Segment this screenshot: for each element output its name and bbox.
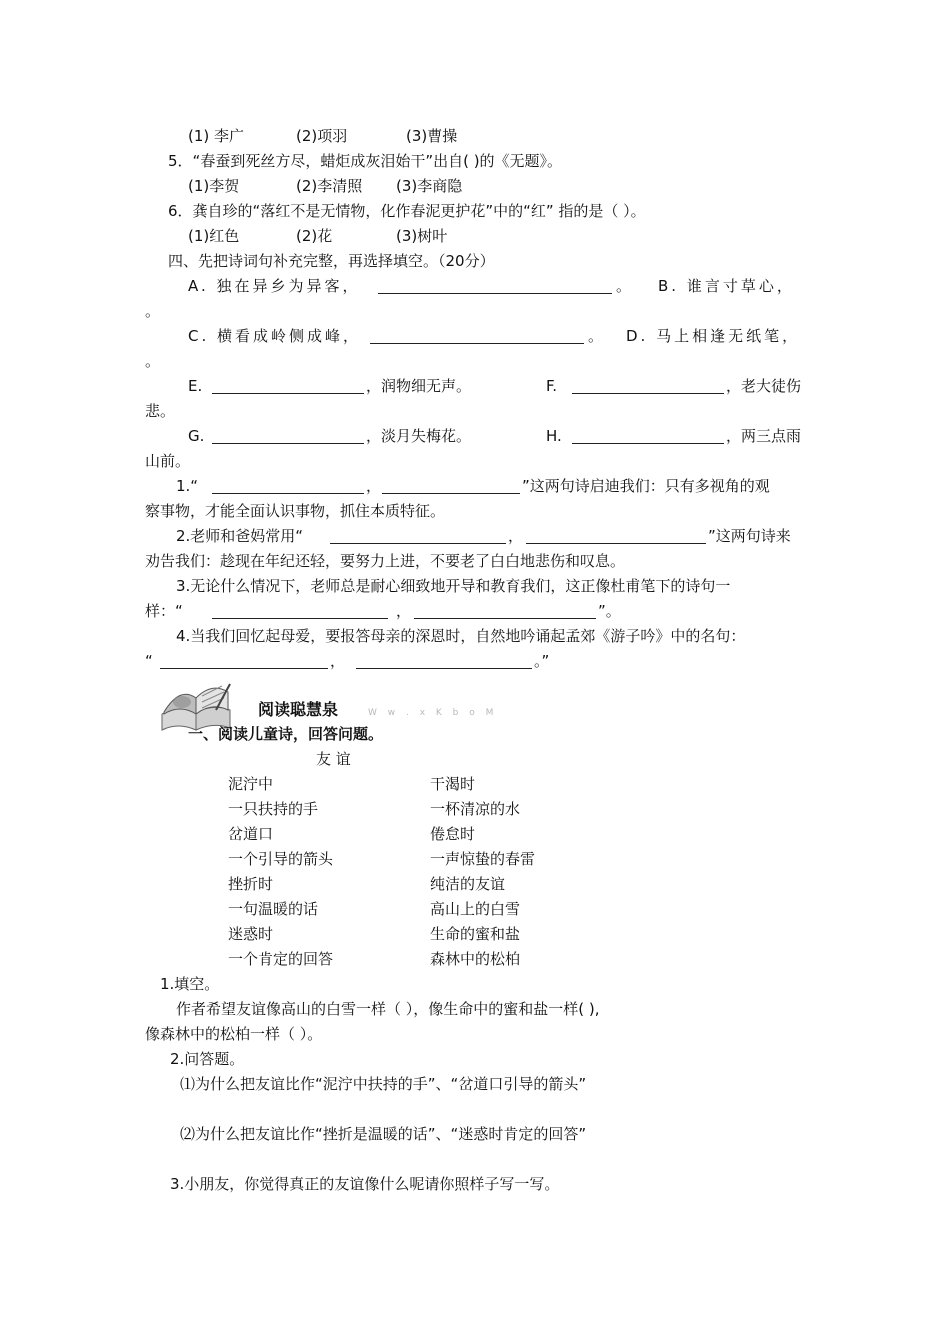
item-h-cont: 山前。 (145, 452, 191, 470)
poem-line: 一只扶持的手 (228, 800, 319, 818)
fq2-start: 2.老师和爸妈常用“ (176, 527, 304, 545)
fq1-cont: 察事物，才能全面认识事物，抓住本质特征。 (145, 502, 446, 520)
poem-line: 生命的蜜和盐 (430, 925, 521, 943)
watermark: W w . x K b o M (368, 708, 498, 718)
fq4-end: 。” (534, 652, 550, 670)
blank-g (212, 428, 364, 444)
reading-q2-2: ⑵为什么把友谊比作“挫折是温暖的话”、“迷惑时肯定的回答” (180, 1125, 587, 1143)
item-d-cont: 。 (145, 352, 161, 370)
reading-q1-text: 作者希望友谊像高山的白雪一样（ ），像生命中的蜜和盐一样( ), (176, 1000, 600, 1018)
q5-option-3: (3)李商隐 (396, 177, 463, 195)
item-e-tail: ，润物细无声。 (366, 377, 472, 395)
fq1-end: ”这两句诗启迪我们：只有多视角的观 (522, 477, 770, 495)
item-b-cont: 。 (145, 302, 161, 320)
poem-line: 泥泞中 (228, 775, 274, 793)
blank-e (212, 378, 364, 394)
fq1-blank-1 (212, 478, 364, 494)
blank-c (370, 328, 584, 344)
q4-option-2: (2)项羽 (296, 127, 348, 145)
reading-q3: 3.小朋友，你觉得真正的友谊像什么呢请你照样子写一写。 (170, 1175, 560, 1193)
reading-banner: 阅读聪慧泉 (258, 700, 339, 719)
fq1-start: 1.“ (176, 477, 199, 495)
fq2-end: ”这两句诗来 (708, 527, 791, 545)
blank-h (572, 428, 724, 444)
poem-line: 森林中的松柏 (430, 950, 521, 968)
q4-option-1: (1) 李广 (188, 127, 245, 145)
fq4-mid: ， (330, 652, 346, 670)
blank-f (572, 378, 724, 394)
item-c: C. 横看成岭侧成峰， (188, 327, 362, 345)
poem-line: 一声惊蛰的春雷 (430, 850, 536, 868)
reading-q2-label: 2.问答题。 (170, 1050, 245, 1068)
item-h: H. (546, 427, 562, 445)
fq3-end: ”。 (598, 602, 621, 620)
fq2-blank-1 (330, 528, 506, 544)
reading-q1-label: 1.填空。 (160, 975, 220, 993)
question-5: 5．“春蚕到死丝方尽，蜡炬成灰泪始干”出自( )的《无题》。 (168, 152, 563, 170)
reading-heading: 一、阅读儿童诗，回答问题。 (188, 725, 384, 743)
item-g: G. (188, 427, 205, 445)
section-4-title: 四、先把诗词句补充完整，再选择填空。（20分） (168, 252, 495, 270)
fq4-blank-2 (356, 653, 532, 669)
poem-line: 一个引导的箭头 (228, 850, 334, 868)
blank-a (378, 278, 612, 294)
item-f: F. (546, 377, 557, 395)
q6-option-1: (1)红色 (188, 227, 240, 245)
item-d: D. 马上相逢无纸笔， (626, 327, 801, 345)
poem-line: 纯洁的友谊 (430, 875, 506, 893)
q4-option-3: (3)曹操 (406, 127, 458, 145)
item-a-end: 。 (616, 277, 632, 295)
item-f-tail: ，老大徒伤 (726, 377, 802, 395)
poem-line: 一句温暖的话 (228, 900, 319, 918)
poem-line: 岔道口 (228, 825, 274, 843)
fq2-cont: 劝告我们：趁现在年纪还轻，要努力上进，不要老了白白地悲伤和叹息。 (145, 552, 626, 570)
fq1-blank-2 (382, 478, 520, 494)
fq3-mid: ， (396, 602, 412, 620)
item-h-tail: ，两三点雨 (726, 427, 802, 445)
item-b: B. 谁言寸草心， (658, 277, 795, 295)
fq3-text: 3.无论什么情况下，老师总是耐心细致地开导和教育我们，这正像杜甫笔下的诗句一 (176, 577, 731, 595)
poem-line: 高山上的白雪 (430, 900, 521, 918)
fq2-blank-2 (526, 528, 706, 544)
poem-line: 一杯清凉的水 (430, 800, 521, 818)
fq2-mid: ， (508, 527, 524, 545)
poem-line: 迷惑时 (228, 925, 274, 943)
question-6: 6．龚自珍的“落红不是无情物，化作春泥更护花”中的“红” 指的是（ ）。 (168, 202, 646, 220)
poem-line: 一个肯定的回答 (228, 950, 334, 968)
fq4-text: 4.当我们回忆起母爱，要报答母亲的深恩时，自然地吟诵起孟郊《游子吟》中的名句： (176, 627, 746, 645)
reading-q1-cont: 像森林中的松柏一样（ ）。 (145, 1025, 323, 1043)
reading-q2-1: ⑴为什么把友谊比作“泥泞中扶持的手”、“岔道口引导的箭头” (180, 1075, 587, 1093)
fq4-blank-1 (160, 653, 328, 669)
poem-line: 挫折时 (228, 875, 274, 893)
fq4-cont-start: “ (145, 652, 153, 670)
item-a: A. 独在异乡为异客， (188, 277, 361, 295)
item-e: E. (188, 377, 203, 395)
q6-option-3: (3)树叶 (396, 227, 448, 245)
item-g-tail: ，淡月失梅花。 (366, 427, 472, 445)
fq3-cont-start: 样：“ (145, 602, 183, 620)
q6-option-2: (2)花 (296, 227, 333, 245)
poem-line: 倦怠时 (430, 825, 476, 843)
fq1-mid: ， (366, 477, 382, 495)
fq3-blank-2 (414, 603, 596, 619)
poem-title: 友 谊 (316, 750, 351, 768)
q5-option-1: (1)李贺 (188, 177, 240, 195)
item-f-cont: 悲。 (145, 402, 176, 420)
q5-option-2: (2)李清照 (296, 177, 363, 195)
fq3-blank-1 (212, 603, 388, 619)
poem-line: 干渴时 (430, 775, 476, 793)
item-c-end: 。 (588, 327, 604, 345)
